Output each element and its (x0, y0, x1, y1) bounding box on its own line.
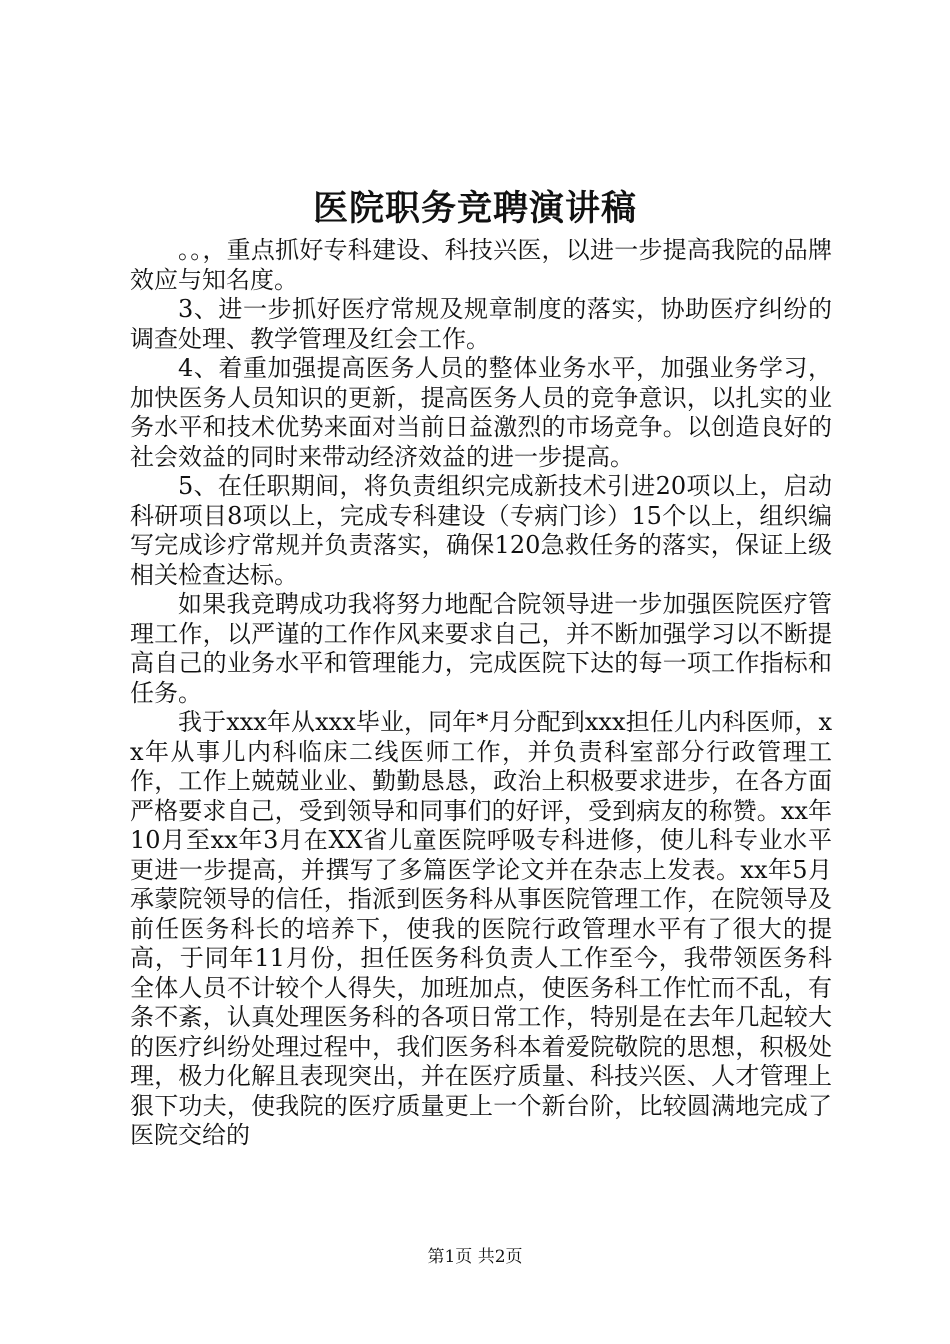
paragraph: 如果我竞聘成功我将努力地配合院领导进一步加强医院医疗管理工作，以严谨的工作作风来要求自己，并不断加强学习以不断提高自己的业务水平和管理能力，完成医院下达的每一项工作指标和任务。 (130, 590, 832, 707)
document-body (130, 236, 832, 1151)
paragraph: 我于xxx年从xxx毕业，同年*月分配到xxx担任儿内科医师，xx年从事儿内科临床二线医师工作，并负责科室部分行政管理工作，工作上兢兢业业、勤勤恳恳，政治上积极要求进步，在各方面严格要求自己，受到领导和同事们的好评，受到病友的称赞。xx年10月至xx年3月在XX省儿童医院呼吸专科进修，使儿科专业水平更进一步提高，并撰写了多篇医学论文并在杂志上发表。xx年5月承蒙院领导的信任，指派到医务科从事医院管理工作，在院领导及前任医务科长的培养下，使我的医院行政管理水平有了很大的提高，于同年11月份，担任医务科负责人工作至今，我带领医务科全体人员不计较个人得失，加班加点，使医务科工作忙而不乱，有条不紊，认真处理医务科的各项日常工作，特别是在去年几起较大的医疗纠纷处理过程中，我们医务科本着爱院敬院的思想，积极处理，极力化解且表现突出，并在医疗质量、科技兴医、人才管理上狠下功夫，使我院的医疗质量更上一个新台阶，比较圆满地完成了医院交给的 (130, 708, 832, 1149)
document-title: 医院职务竞聘演讲稿 (312, 188, 637, 229)
paragraph: 3、进一步抓好医疗常规及规章制度的落实，协助医疗纠纷的调查处理、教学管理及红会工作。 (130, 295, 832, 353)
page-footer: 第1页 共2页 (427, 1247, 523, 1267)
paragraph: 4、着重加强提高医务人员的整体业务水平，加强业务学习，加快医务人员知识的更新，提高医务人员的竞争意识，以扎实的业务水平和技术优势来面对当前日益激烈的市场竞争。以创造良好的社会效益的同时来带动经济效益的进一步提高。 (130, 354, 832, 471)
paragraph: 。。，重点抓好专科建设、科技兴医，以进一步提高我院的品牌效应与知名度。 (130, 236, 832, 294)
paragraph: 5、在任职期间，将负责组织完成新技术引进20项以上，启动科研项目8项以上，完成专科建设（专病门诊）15个以上，组织编写完成诊疗常规并负责落实，确保120急救任务的落实，保证上级相关检查达标。 (130, 472, 832, 589)
